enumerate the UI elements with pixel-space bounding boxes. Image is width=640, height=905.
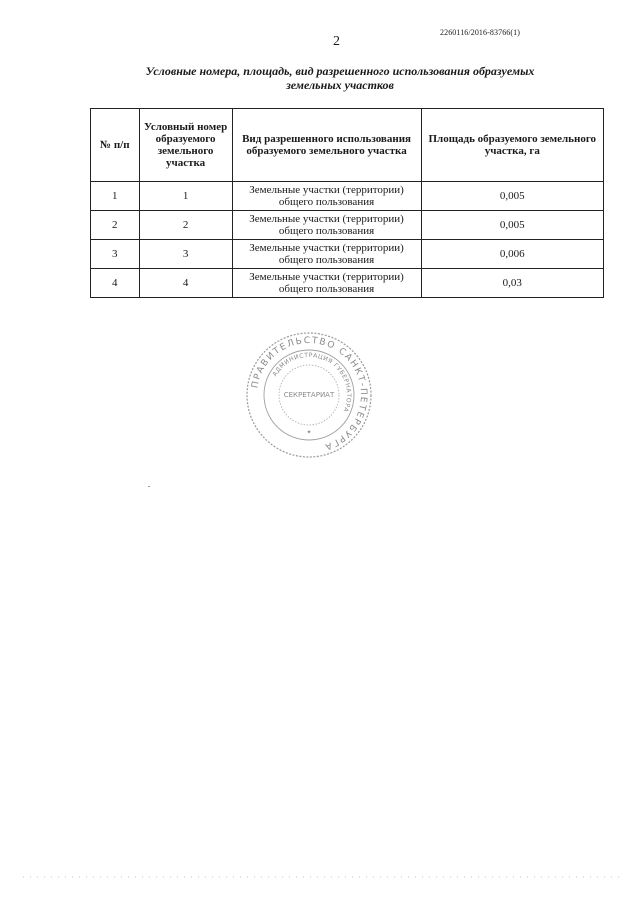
header-area: Площадь образуемого земельного участка, га (421, 109, 603, 182)
parcels-table (90, 108, 604, 298)
seal-inner-text: АДМИНИСТРАЦИЯ ГУБЕРНАТОРА (271, 351, 353, 414)
table-row (91, 211, 604, 240)
cell-number: 1 (91, 182, 140, 211)
cell-conditional-number: 3 (139, 240, 232, 269)
table-row (91, 182, 604, 211)
table-header-row (91, 109, 604, 182)
cell-number: 4 (91, 269, 140, 298)
cell-permitted-use: Земельные участки (территории) общего пользования (232, 182, 421, 211)
page-number: 2 (333, 34, 340, 49)
seal-star-icon: ✦ (306, 429, 312, 436)
header-permitted-use: Вид разрешенного использования образуемого земельного участка (232, 109, 421, 182)
cell-number: 2 (91, 211, 140, 240)
cell-conditional-number: 1 (139, 182, 232, 211)
seal-center-text: СЕКРЕТАРИАТ (283, 391, 335, 399)
cell-number: 3 (91, 240, 140, 269)
header-number: № п/п (91, 109, 140, 182)
svg-text:АДМИНИСТРАЦИЯ ГУБЕРНАТОРА (271, 352, 352, 414)
table-row (91, 240, 604, 269)
cell-area: 0,005 (421, 182, 603, 211)
official-seal-stamp (244, 330, 374, 460)
page-title: Условные номера, площадь, вид разрешенного использования образуемых земельных участков (145, 64, 535, 92)
table-row (91, 269, 604, 298)
scan-noise-line (20, 876, 620, 878)
cell-conditional-number: 2 (139, 211, 232, 240)
document-id: 2260116/2016-83766(1) (440, 28, 521, 37)
header-conditional-number: Условный номер образуемого земельного участка (139, 109, 232, 182)
seal-outer-text: ПРАВИТЕЛЬСТВО САНКТ-ПЕТЕРБУРГА (250, 335, 369, 452)
cell-conditional-number: 4 (139, 269, 232, 298)
cell-area: 0,006 (421, 240, 603, 269)
cell-area: 0,03 (421, 269, 603, 298)
cell-permitted-use: Земельные участки (территории) общего пользования (232, 211, 421, 240)
scan-speck (148, 486, 150, 487)
cell-area: 0,005 (421, 211, 603, 240)
cell-permitted-use: Земельные участки (территории) общего пользования (232, 240, 421, 269)
cell-permitted-use: Земельные участки (территории) общего пользования (232, 269, 421, 298)
